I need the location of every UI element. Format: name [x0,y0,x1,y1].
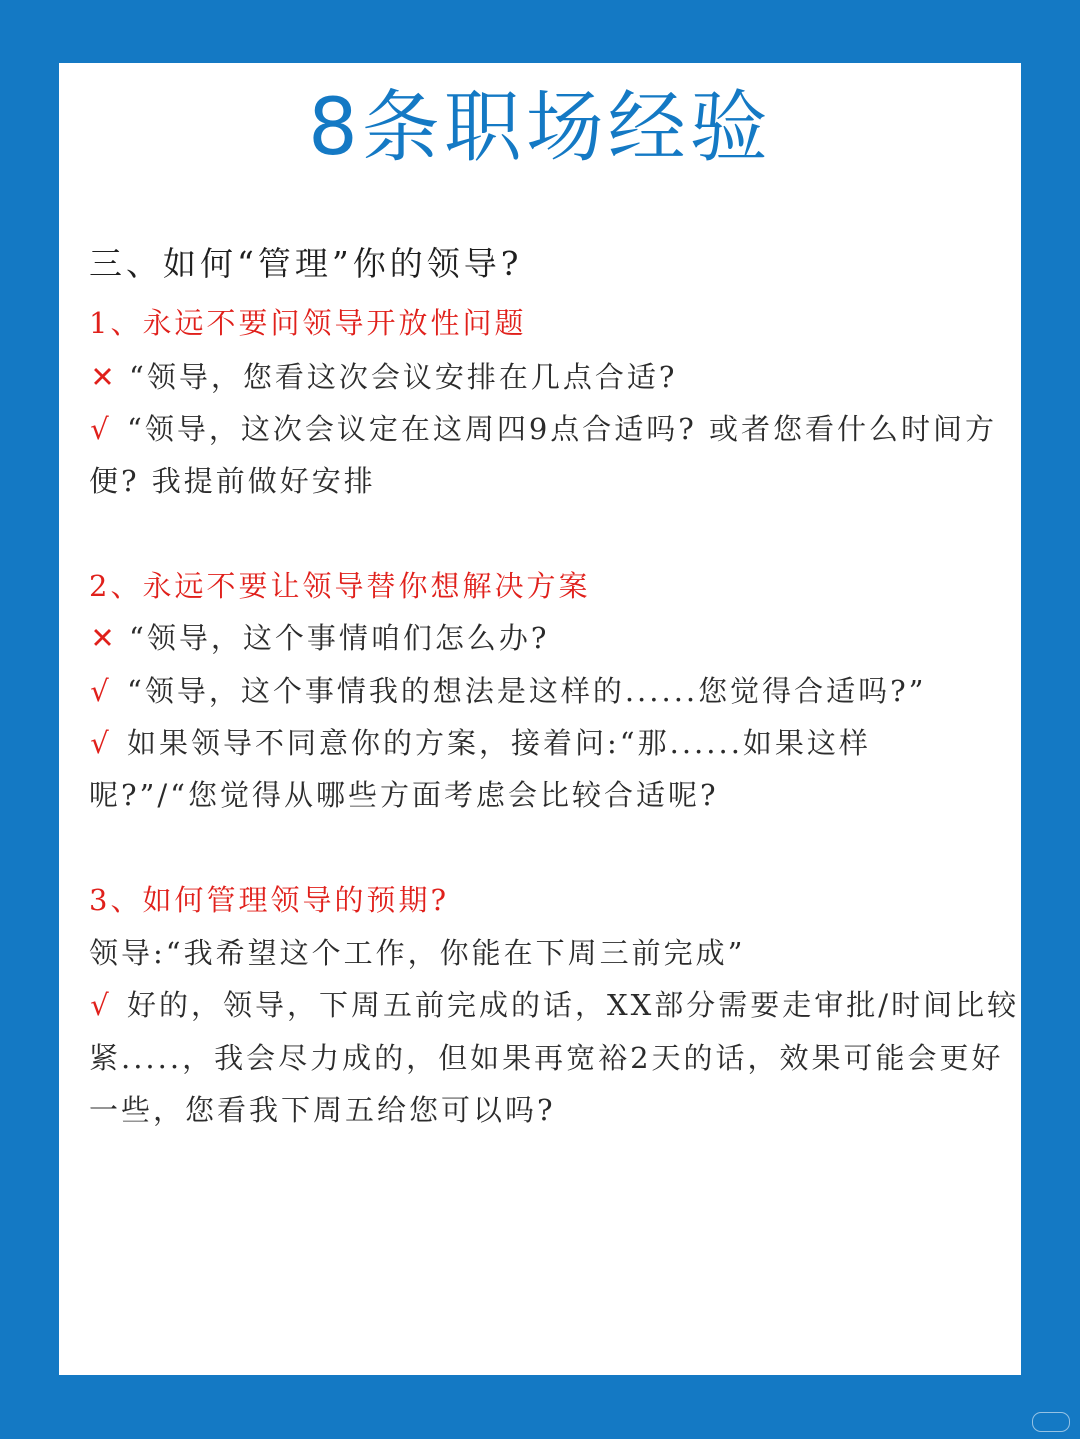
section-heading: 三、如何“管理”你的领导? [89,244,523,283]
example-text: “领导，这个事情我的想法是这样的......您觉得合适吗?” [127,674,927,708]
point-3-right-example-continued: 紧.....，我会尽力成的，但如果再宽裕2天的话，效果可能会更好 [89,1041,1004,1075]
point-3-boss-quote: 领导:“我希望这个工作，你能在下周三前完成” [89,936,746,970]
point-2-followup-continued: 呢?”/“您觉得从哪些方面考虑会比较合适呢? [89,778,719,812]
wrong-icon: ✕ [90,360,118,394]
point-2-heading: 2、永远不要让领导替你想解决方案 [89,569,591,603]
point-2-wrong-example [89,618,549,658]
example-text: “领导，这个事情咱们怎么办? [129,621,550,655]
point-3-heading: 3、如何管理领导的预期? [89,883,449,917]
watermark-logo [1032,1412,1070,1432]
point-1-heading: 1、永远不要问领导开放性问题 [89,306,527,340]
point-1-right-example-continued: 便? 我提前做好安排 [89,464,376,498]
example-text: 如果领导不同意你的方案，接着问:“那......如果这样 [127,726,871,760]
point-1-right-example [89,409,997,449]
point-3-right-example [89,985,1019,1025]
example-text: “领导，这次会议定在这周四9点合适吗? 或者您看什么时间方 [127,412,998,446]
check-icon: √ [90,988,112,1022]
example-text: “领导，您看这次会议安排在几点合适? [129,360,678,394]
point-2-right-example [89,671,927,711]
point-2-followup-example [89,723,871,763]
point-1-wrong-example [89,357,677,397]
check-icon: √ [90,674,112,708]
page-title: 8条职场经验 [308,83,772,173]
check-icon: √ [90,726,112,760]
example-text: 好的，领导，下周五前完成的话，XX部分需要走审批/时间比较 [127,988,1020,1022]
point-3-right-example-end: 一些，您看我下周五给您可以吗? [89,1093,556,1127]
check-icon: √ [90,412,112,446]
wrong-icon: ✕ [90,621,118,655]
